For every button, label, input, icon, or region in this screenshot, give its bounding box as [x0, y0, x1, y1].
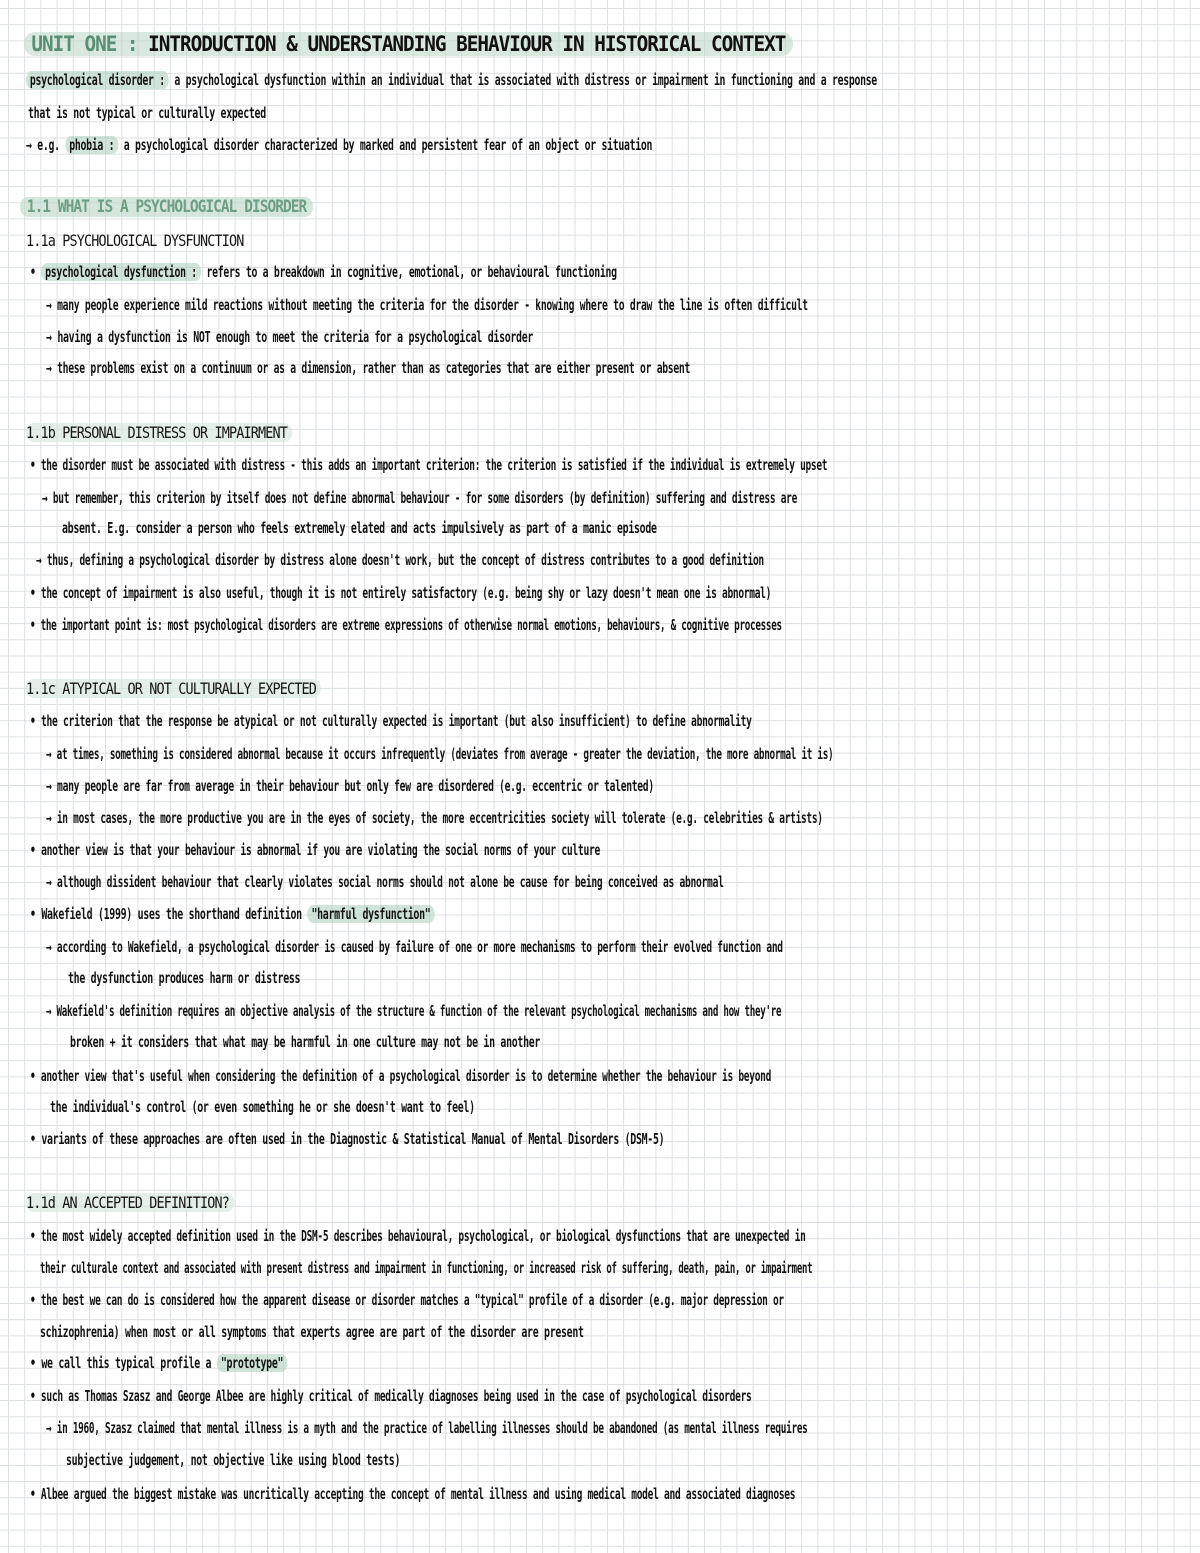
bullet-1c-3: → many people are far from average in their behaviour but only few are disordered (e.g. eccentric or talented)	[46, 777, 654, 795]
bullet-1b-4: → thus, defining a psychological disorder by distress alone doesn't work, but the concept of distress contributes to a good definition	[36, 551, 764, 569]
bullet-1c-7-text: • Wakefield (1999) uses the shorthand definition	[30, 905, 308, 923]
bullet-1a-2: → many people experience mild reactions without meeting the criteria for the disorder - knowing where to draw the line is often difficult	[46, 296, 808, 314]
intro-definition-line1	[26, 70, 877, 90]
subheading-1-1a: 1.1a PSYCHOLOGICAL DYSFUNCTION	[26, 231, 244, 250]
bullet-1d-5	[30, 1353, 287, 1373]
bullet-1d-5-text: • we call this typical profile a	[30, 1354, 217, 1372]
bullet-1c-9: the dysfunction produces harm or distress	[68, 969, 301, 987]
subheading-1-1c	[26, 678, 321, 700]
subheading-1-1b-text: 1.1b PERSONAL DISTRESS OR IMPAIRMENT	[26, 423, 292, 442]
bullet-1b-3: absent. E.g. consider a person who feels extremely elated and acts impulsively as part of a manic episode	[62, 519, 657, 537]
term-prototype: "prototype"	[217, 1354, 287, 1372]
intro-example-line	[26, 135, 652, 155]
bullet-1b-6: • the important point is: most psychological disorders are extreme expressions of otherwise normal emotions, behaviours, & cognitive processes	[30, 616, 782, 634]
bullet-1c-8: → according to Wakefield, a psychological disorder is caused by failure of one or more mechanisms to perform their evolved function and	[46, 938, 783, 956]
bullet-1c-7	[30, 904, 434, 924]
term-harmful-dysfunction: "harmful dysfunction"	[308, 905, 435, 923]
bullet-1a-1-rest: refers to a breakdown in cognitive, emotional, or behavioural functioning	[200, 263, 617, 281]
bullet-1d-6: • such as Thomas Szasz and George Albee are highly critical of medically diagnoses being used in the case of psychological disorders	[30, 1387, 752, 1405]
bullet-1d-3: • the best we can do is considered how the apparent disease or disorder matches a "typical" profile of a disorder (e.g. major depression or	[30, 1291, 784, 1309]
bullet-1c-13: the individual's control (or even something he or she doesn't want to feel)	[50, 1098, 475, 1116]
bullet-1a-4: → these problems exist on a continuum or as a dimension, rather than as categories that are either present or absent	[46, 359, 691, 377]
section-heading-1-1-text: 1.1 WHAT IS A PSYCHOLOGICAL DISORDER	[20, 197, 313, 217]
bullet-1d-7: → in 1960, Szasz claimed that mental illness is a myth and the practice of labelling illnesses should be abandoned (as mental illness requires	[46, 1419, 808, 1437]
title-highlight	[24, 32, 793, 56]
bullet-1d-4: schizophrenia) when most or all symptoms that experts agree are part of the disorder are present	[40, 1323, 584, 1341]
bullet-1c-10: → Wakefield's definition requires an objective analysis of the structure & function of the relevant psychological mechanisms and how they're	[46, 1002, 782, 1020]
term-phobia: phobia :	[65, 136, 118, 154]
bullet-1b-5: • the concept of impairment is also useful, though it is not entirely satisfactory (e.g. being shy or lazy doesn't mean one is abnormal)	[30, 584, 772, 602]
subheading-1-1b	[26, 422, 292, 444]
page-title	[24, 30, 793, 58]
bullet-1c-12: • another view that's useful when considering the definition of a psychological disorder is to determine whether the behaviour is beyond	[30, 1067, 772, 1085]
bullet-1d-1: • the most widely accepted definition used in the DSM-5 describes behavioural, psychological, or biological dysfunctions that are unexpected in	[30, 1227, 806, 1245]
bullet-1c-2: → at times, something is considered abnormal because it occurs infrequently (deviates from average - greater the deviation, the more abnormal it is)	[46, 745, 834, 763]
term-psychological-disorder: psychological disorder :	[26, 71, 169, 89]
bullet-1d-9: • Albee argued the biggest mistake was uncritically accepting the concept of mental illness and using medical model and associated diagnoses	[30, 1485, 796, 1503]
section-heading-1-1	[20, 195, 313, 219]
eg-prefix: → e.g.	[26, 136, 66, 154]
subheading-1-1c-text: 1.1c ATYPICAL OR NOT CULTURALLY EXPECTED	[26, 679, 321, 698]
bullet-1d-8: subjective judgement, not objective like using blood tests)	[66, 1451, 401, 1469]
bullet-1d-2: their culturale context and associated with present distress and impairment in functioning, or increased risk of suffering, death, pain, or impairment	[40, 1259, 813, 1277]
eg-rest: a psychological disorder characterized by marked and persistent fear of an object or situation	[118, 136, 653, 154]
intro-def-text: a psychological dysfunction within an individual that is associated with distress or impairment in functioning and a response	[168, 71, 877, 89]
bullet-1b-2: → but remember, this criterion by itself does not define abnormal behaviour - for some disorders (by definition) suffering and distress are	[42, 489, 798, 507]
term-psychological-dysfunction: psychological dysfunction :	[41, 263, 201, 281]
bullet-1c-6: → although dissident behaviour that clearly violates social norms should not alone be cause for being conceived as abnormal	[46, 873, 724, 891]
bullet-1c-4: → in most cases, the more productive you are in the eyes of society, the more eccentricities society will tolerate (e.g. celebrities & artists)	[46, 809, 823, 827]
bullet-1b-1: • the disorder must be associated with distress - this adds an important criterion: the criterion is satisfied if the individual is extremely upset	[30, 456, 828, 474]
unit-label: UNIT ONE :	[31, 32, 138, 56]
bullet-1c-5: • another view is that your behaviour is abnormal if you are violating the social norms of your culture	[30, 841, 601, 859]
intro-definition-line2: that is not typical or culturally expected	[28, 104, 266, 122]
subheading-1-1d	[26, 1192, 234, 1214]
bullet-1a-1: • psychological dysfunction : refers to a breakdown in cognitive, emotional, or behavioural functioning	[30, 263, 617, 281]
bullet-1c-14: • variants of these approaches are often used in the Diagnostic & Statistical Manual of Mental Disorders (DSM-5)	[30, 1130, 665, 1148]
bullet-1a-3: → having a dysfunction is NOT enough to meet the criteria for a psychological disorder	[46, 328, 534, 346]
bullet-1c-1: • the criterion that the response be atypical or not culturally expected is important (but also insufficient) to define abnormality	[30, 712, 752, 730]
subheading-1-1d-text: 1.1d AN ACCEPTED DEFINITION?	[26, 1193, 234, 1212]
title-text: INTRODUCTION & UNDERSTANDING BEHAVIOUR IN HISTORICAL CONTEXT	[137, 32, 786, 56]
bullet-1c-11: broken + it considers that what may be harmful in one culture may not be in another	[70, 1033, 541, 1051]
